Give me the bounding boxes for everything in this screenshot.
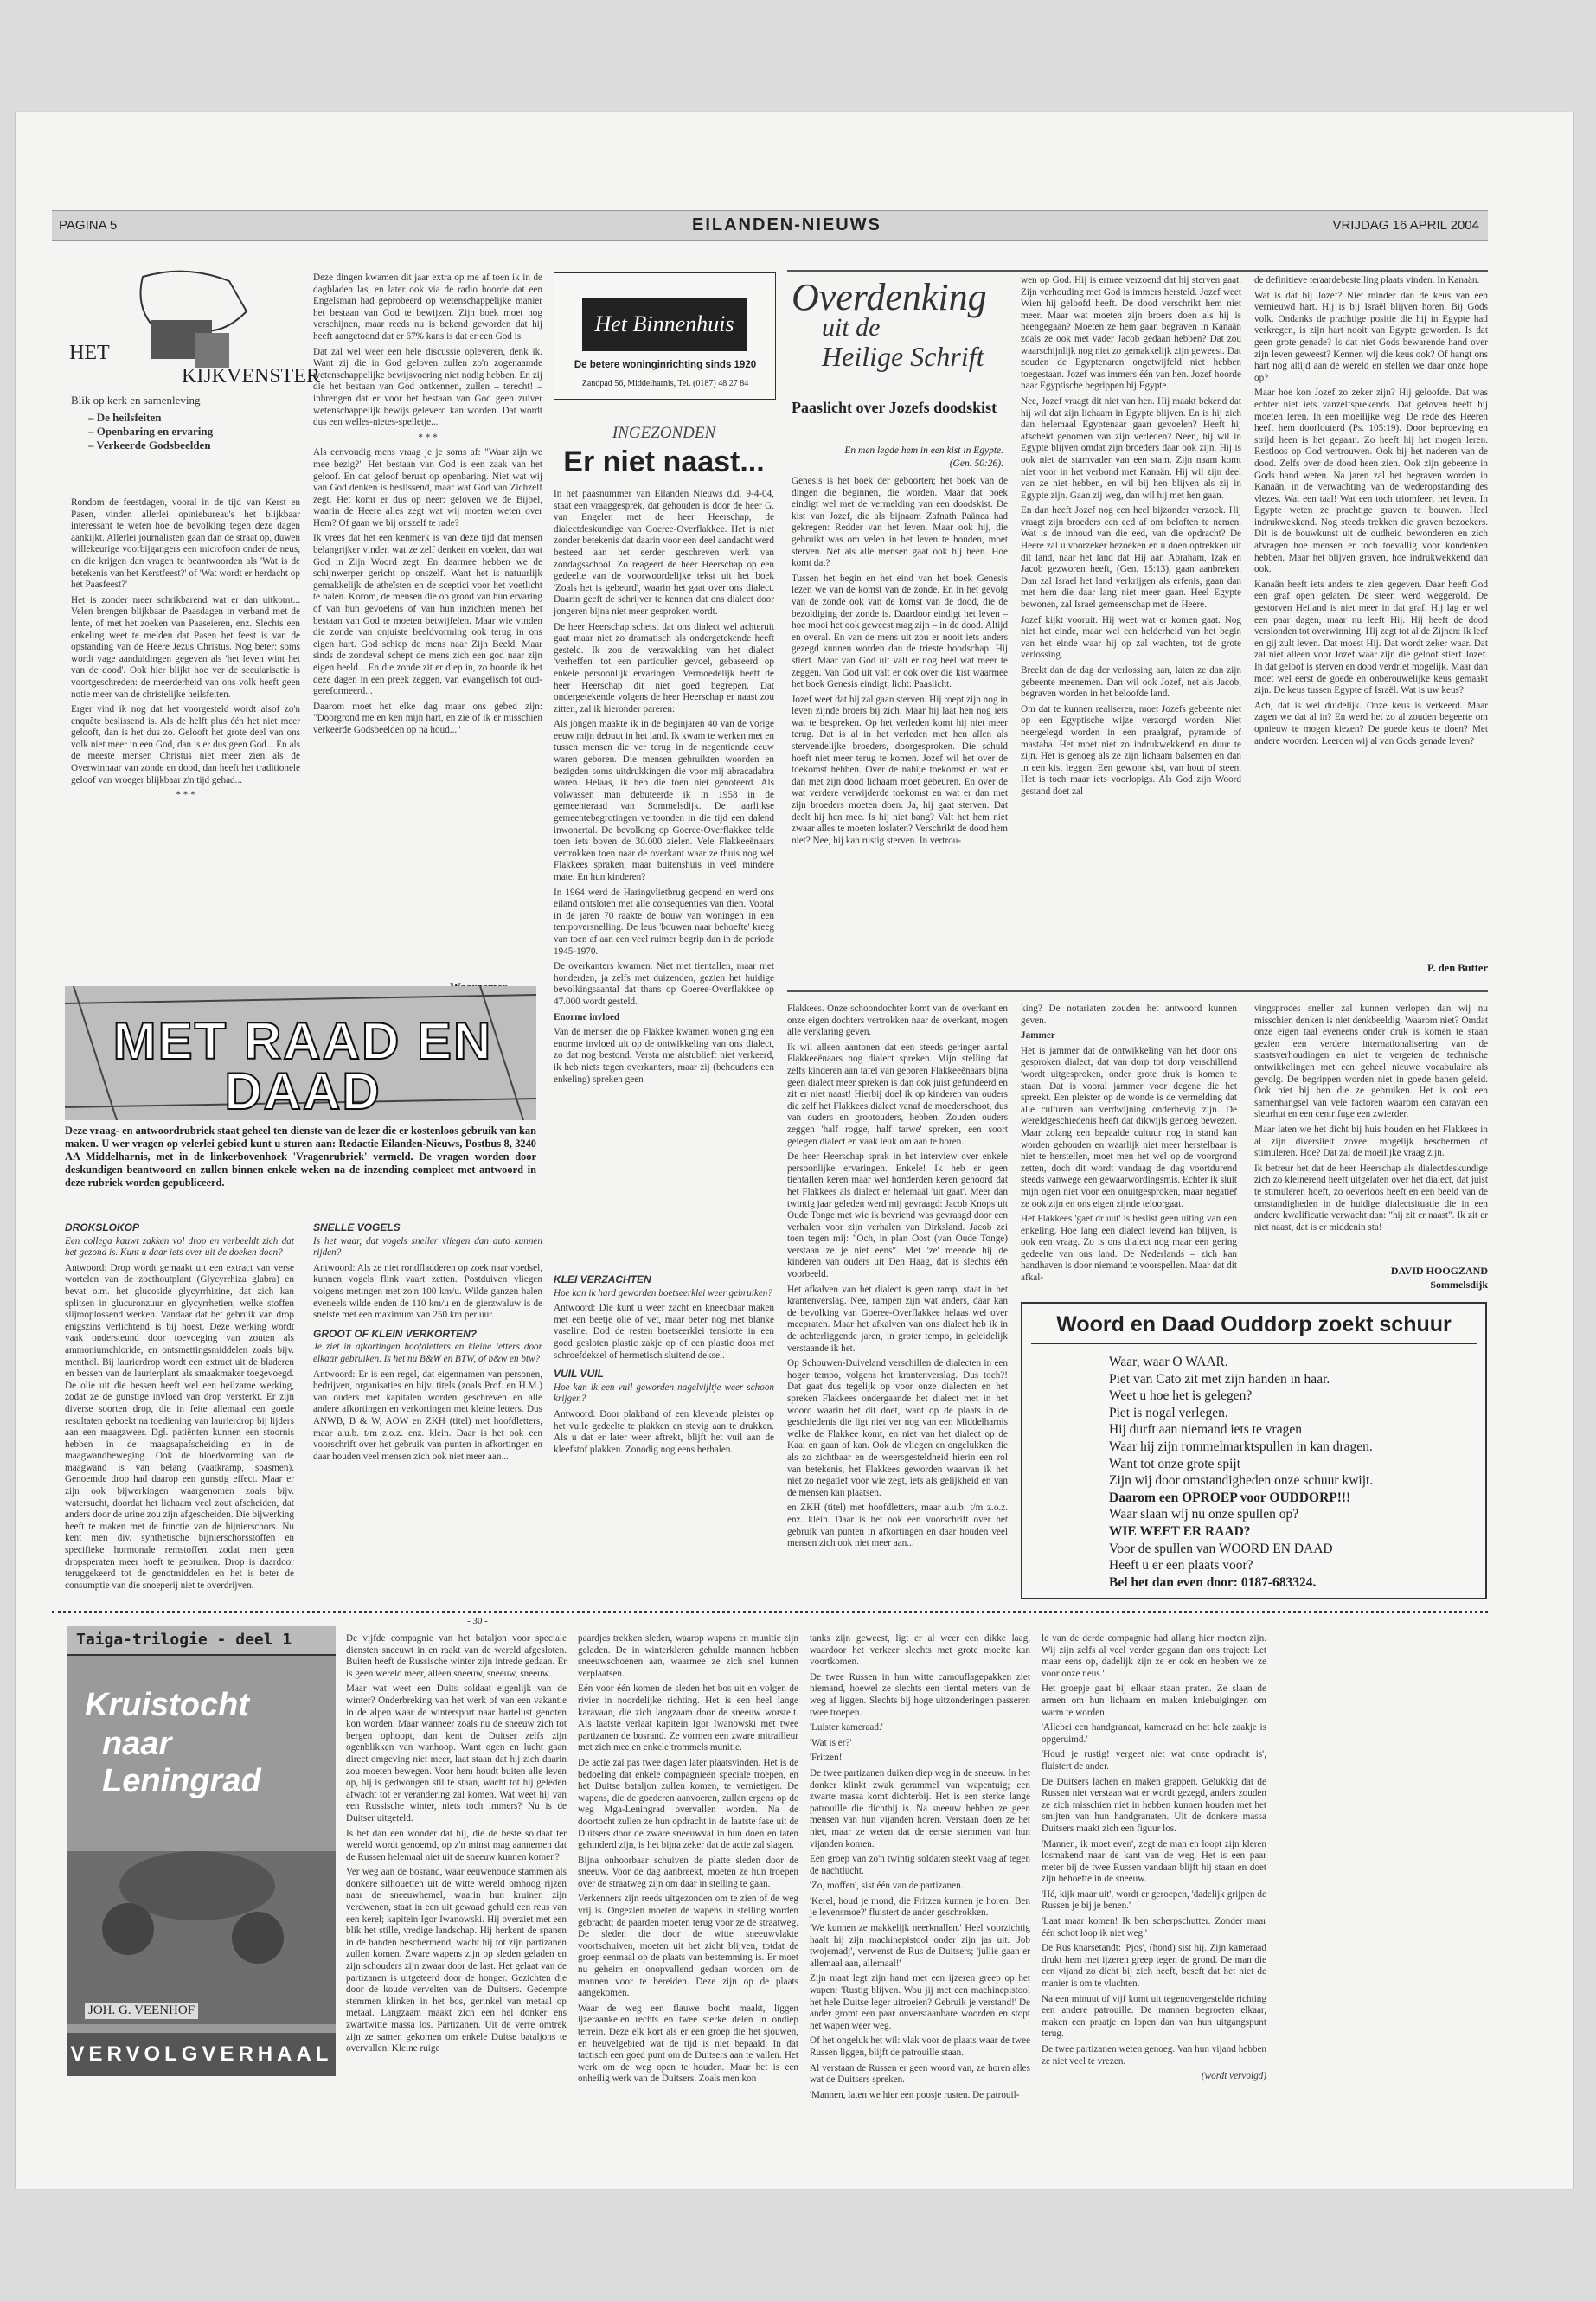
paragraph: king? De notariaten zouden het antwoord kunnen geven. bbox=[1021, 1003, 1237, 1026]
paragraph: Wat is dat bij Jozef? Niet minder dan de keus van een vernieuwd hart. Hij is bij Israël blijven horen. Bij Gods volk. Ondanks de prachtige positie die hij in Egypte had verkregen, is zijn hart nooit van Egypte geworden. Is dat geen grote genade? Is dat niet Gods bewarende hand over zijn leven geweest? Kennen wij die keus ook? Of hangt ons hart nog altijd aan de wereld en stellen we daar onze hope op? bbox=[1254, 290, 1488, 383]
poem-line: Zijn wij door omstandigheden onze schuur kwijt. bbox=[1109, 1473, 1374, 1489]
taiga-page-marker: - 30 - bbox=[467, 1616, 488, 1626]
issue-date: VRIJDAG 16 APRIL 2004 bbox=[1332, 218, 1479, 233]
paragraph: Rondom de feestdagen, vooral in de tijd van Kerst en Pasen, vinden allerlei opiniebureau's het blijkbaar interessant te weten hoe de bevolking tegen deze dagen aankijkt. Allerlei journalisten gaan dan de straat op, duwen willekeurige voorbijgangers een microfoon onder de neus, en die krijgen dan vragen te beantwoorden als 'Wat is de betekenis van het Kerstfeest?' of 'Wat wordt er herdacht op het Paasfeest?' bbox=[71, 497, 300, 591]
qa-answer: Antwoord: Er is een regel, dat eigennamen van personen, bedrijven, organisaties en bijv. titels (zoals Prof. en H.M.) van ouders met kapitalen worden geschreven en alle andere afkortingen en verkortingen met kleine letters. Dus ANWB, B & W, AOW en ZKH (titel) met hoofdletters, maar a.u.b. t/m z.o.z. enz. klein. Daar is het ook een voorschrift over het gebruik van punten in afkortingen en daar houden veel mensen zich ook niet meer aan... bbox=[313, 1368, 542, 1462]
paragraph: Jozef kijkt vooruit. Hij weet wat er komen gaat. Nog niet het einde, maar wel een helderheid van het begin van het einde waar hij op zal wachten, tot de grote verlossing. bbox=[1021, 614, 1241, 661]
overdenking-signature: P. den Butter bbox=[1426, 962, 1488, 974]
paragraph: De Duitsers lachen en maken grappen. Gelukkig dat de Russen niet verstaan wat er wordt gezegd, anders zouden ze zich misschien niet in hebben kunnen houden met het smijten van hun handgranaten. Uit de donkere massa Duitsers maakt zich een figuur los. bbox=[1042, 1776, 1266, 1834]
taiga-footer: VERVOLGVERHAAL bbox=[67, 2033, 336, 2076]
paragraph: De twee Russen in hun witte camouflagepakken ziet niemand, hoewel ze slechts een tiental meters van de weg af liggen. Slechts bij hoge uitzonderingen passeren twee troepen. bbox=[810, 1671, 1030, 1718]
overdenking-title: Overdenking bbox=[792, 276, 987, 318]
paragraph: Breekt dan de dag der verlossing aan, laten ze dan zijn gebeente meenemen. Dan wil ook Jozef, net als Jacob, begraven worden in het beloofde land. bbox=[1021, 665, 1241, 700]
taiga-illustration bbox=[67, 1626, 336, 2076]
paragraph: Erger vind ik nog dat het voorgesteld wordt alsof zo'n enquête beslissend is. Als de helft plus één het niet meer gelooft, dan is het dus zo. Gelooft het grote deel van ons volk niet meer in een God, dan is er dus geen God... En als de meeste mensen Christus niet meer zien als de Overwinnaar van zonde en dood, dan heeft het traditionele geloof van vroeger blijkbaar z'n tijd gehad... bbox=[71, 704, 300, 785]
poem-line: Weet u hoe het is gelegen? bbox=[1109, 1388, 1253, 1404]
paragraph: Maar hoe kon Jozef zo zeker zijn? Hij geloofde. Dat was echter niet iets vanzelfsprekends. Dat geloven heeft hij moeten leren. In een moeilijke weg. De rede des Heeren heeft hem doorlouterd (Ps. 105:19). Door beproeving en strijd heen is het gegaan. Zo heeft hij het mogen leren. Restloos op God vertrouwen. Ook bij het naderen van de dood. Zelfs over de dood heen zien. Ook zijn gebeente in Gods hand weten. Na jaren zal het begraven worden in Kanaän, in de verwachting van de wederopstanding des vlezes. Wat een taal! Wat een toch triomfeert het leven. In Egypte weten ze prachtige graven te bouwen. Heel indrukwekkend. Nog steeds trekken die graven bezoekers. Dit is de bouwkunst uit de oudheid bewonderen en zich afvragen hoe mensen er toch toevallig voor kondenken hebben. Maar het blijven graven, hoe indrukwekkend dan ook. bbox=[1254, 388, 1488, 575]
kijkvenster-body bbox=[71, 497, 300, 908]
paragraph: Het is jammer dat de ontwikkeling van het door ons gesproken dialect, dat van dorp tot dorp verschillend 'wordt uitgesproken, onder grote druk is komen te staan. Dat is vooral jammer voor degene die het spreekt. Een pleister op de wonde is de vermelding dat alle culturen aan verdwijning onderhevig zijn. De wereldgeschiedenis heeft dat dikwijls genoeg bewezen. Maar zolang een bepaalde cultuur nog in stand kan worden gehouden en waarlijk niet meer herstelbaar is niet te herstellen, moet men het wel op de voorgrond zetten, doch dit wordt vandaag de dag voortdurend steeds vanwege een gewaarwordingsmis. Echter ik sluit mijn ogen niet voor een onuitgesproken, maar negatief ze ook zijn en ons eigen zijnde teloorgaat. bbox=[1021, 1045, 1237, 1209]
paragraph: Om dat te kunnen realiseren, moet Jozefs gebeente niet op een Egyptische wijze verzorgd worden. Niet neergelegd worden in een praalgraf, pyramide of mastaba. Het moet niet zo indrukwekkend en duur te zijn. Het is genoeg als ze zijn lichaam balsemen en dan in een kist leggen. Een gewone kist, van hout of steen. Het is toch maar iets voorlopigs. Als God zijn Woord gestand doet zal bbox=[1021, 703, 1241, 797]
poem-line: Want tot onze grote spijt bbox=[1109, 1456, 1240, 1471]
taiga-col4 bbox=[1042, 1633, 1266, 2083]
paragraph: Of het ongeluk het wil: vlak voor de plaats waar de twee Russen liggen, blijft de patrouille staan. bbox=[810, 2035, 1030, 2058]
ingezonden-label: INGEZONDEN bbox=[612, 424, 716, 442]
paragraph: wen op God. Hij is ermee verzoend dat hij sterven gaat. Zijn verhouding met God is immers hersteld. Jozef weet Wien hij geloofd heeft. De dood verschrikt hem niet meer. Maar wat moeten zijn broers doen als hij is heengegaan? Moeten ze hem gaan begraven in Kanaän zoals ze ook met vader Jacob gedaan hebben? Dat zou waarschijnlijk nog niet zo gemakkelijk zijn geweest. Dat zouden de Egyptenaren ongetwijfeld niet hebben toegestaan. Jozef was immers één van hen. Jozef hoorde naar Egyptische begrippen bij Egypte. bbox=[1021, 275, 1241, 392]
kijkvenster-item: – Openbaring en ervaring bbox=[88, 425, 214, 438]
poem-line: Bel het dan even door: 0187-683324. bbox=[1109, 1574, 1317, 1590]
paragraph: Zijn maat legt zijn hand met een ijzeren greep op het wapen: 'Rustig blijven. Wou jij met een machinepistool het hele Duitse leger uitroeien? Gebruik je verstand!' De ander gromt een paar onverstaanbare woorden en stopt het wapen weer weg. bbox=[810, 1973, 1030, 2031]
paragraph: 'Kerel, houd je mond, die Fritzen kunnen je horen! Ben je levensmoe?' fluistert de ander geschrokken. bbox=[810, 1895, 1030, 1919]
qa-heading: VUIL VUIL bbox=[554, 1368, 604, 1381]
binnenhuis-ad bbox=[554, 272, 776, 400]
paragraph: Flakkees. Onze schoondochter komt van de overkant en onze eigen dochters vertrokken naar de overkant, mogen alle verklaring geven. bbox=[787, 1003, 1008, 1038]
paragraph: De heer Heerschap schetst dat ons dialect wel achteruit gaat maar niet zo dramatisch als ondergetekende heeft gesteld. Ik zou de verzwakking van het dialect 'verheffen' tot een particulier gevoel, gebaseerd op enkele persoonlijk ervaringen. Vermoedelijk heeft de heer Heerschap dit niet goed begrepen. Dat ondergetekende volgens de heer Heerschap er naast zou zitten, zal ik hieronder pareren: bbox=[554, 621, 774, 715]
overdenking-col1 bbox=[792, 476, 1008, 977]
paragraph: Genesis is het boek der geboorten; het boek van de dingen die beginnen, die worden. Maar dat boek eindigt wel met de vermelding van een doodskist. De kist van Jozef, die als bijnaam Zafnath Paänea had gekregen: Redder van het leven. Maar ook hij, die gebruikt was om velen in het leven te houden, moet sterven. Net als alle mensen gaat ook hij heen. Hoe komt dat? bbox=[792, 476, 1008, 569]
subheading: Jammer bbox=[1021, 1030, 1055, 1042]
paragraph: Ik wil alleen aantonen dat een steeds geringer aantal Flakkeeënaars nog dialect spreken. Mijn stelling dat zelfs kinderen aan tafel van geboren Flakkeeënaars bijna geen dialect meer spreken is dan ook juist gefundeerd en zit er niet naast! Hierbij doel ik op kinderen van ouders die zelf het Flakkees dialect vanaf de moederschoot, dus van ouders en grootouders, hebben. Zouden ouders zeggen 'half rogge, half tarwe' spreken, een soort gelegen dialect en vaak leuk om aan te horen. bbox=[787, 1042, 1008, 1147]
poem-line: WIE WEET ER RAAD? bbox=[1109, 1523, 1251, 1539]
poem-line: Hij durft aan niemand iets te vragen bbox=[1109, 1422, 1302, 1438]
metraad-title: MET RAAD EN DAAD bbox=[112, 1012, 493, 1120]
paragraph: De twee partizanen duiken diep weg in de sneeuw. In het donker klinkt zwak gerammel van wapentuig; een zwarte massa komt dichterbij. Het is een sterke lange patrouille die dichtbij is. Na sneeuw hebben ze geen mensen van hun vijanden horen. Verstaan doen ze het niet, maar ze weten dat de eerste stemmen van hun vijanden komen. bbox=[810, 1767, 1030, 1849]
paragraph: Ver weg aan de bosrand, waar eeuwenoude stammen als donkere silhouetten uit de witte wereld omhoog rijzen naar de sneeuwhemel, waarin hun kruinen zijn verdwenen, staat in een uit gewaad gehuld een reus van een kerel; kapitein Igor Iwanowski. Hij overziet met een blik het stille, vredige landschap. Hij herkent de spanen in de handen beschermend, wacht hij tot zijn partizanen zullen komen. Zware wapens zijn op sleden geladen en zijn schouders zijn zwaar door de last. Het gelaat van de partizanen is uitgeteerd door de honger. Gezichten die door de koude vervelten van de Duitsers. Gedempte stemmen klinken in het bos, gerinkel van metaal op metaal. Langzaam maakt zich een hel donker ens zwartwitte massa los. Partizanen. Uit de verre omtrek zijn ze samen gekomen om enkele Duitse bataljons te overvallen. Kleine ruige bbox=[346, 1867, 567, 2054]
paragraph: Maar wat weet een Duits soldaat eigenlijk van de winter? Onderbreking van het werk of van een vakantie in de alpen waar de wintersport naar hartelust genoten kon worden. Maar wanneer zoals nu de sneeuw zich tot bergen ophoopt, dan kent de Duitser zelfs zijn ogenblikken van wanhoop. Want ogen en lucht gaan direct omgeving niet meer, laat staan dat hij zich daarin zou moeten bewegen. Voor hem houdt buiten alle leven op, bij is gedwongen stil te staan, wacht tot hij geleden afwacht tot er verandering zal komen. Wat weet hij van een Russische winter, niets toch immers? Nu is de Duitser uitgeteld. bbox=[346, 1683, 567, 1823]
taiga-title-2: naar Leningrad bbox=[102, 1726, 261, 1799]
overdenking-subtitle: Paaslicht over Jozefs doodskist bbox=[792, 399, 997, 416]
paragraph: Het is zonder meer schrikbarend wat er dan uitkomt... Velen brengen blijkbaar de Paasdagen in verband met de lente, of met het zoeken van Paaseieren, enz. Slechts een enkeling weet te melden dat Pasen het feest is van de opstanding van de Heere Jezus Christus. Nog beter: soms wordt vage aanduidingen gegeven als 'het leven wint het van de dood'. Ook hier blijkt hoe ver de secularisatie is voortgeschreden: de meerderheid van ons volk heeft geen notie meer van de christelijke heilsfeiten. bbox=[71, 594, 300, 700]
paragraph: 'Houd je rustig! vergeet niet wat onze opdracht is', fluistert de ander. bbox=[1042, 1749, 1266, 1772]
paragraph: De vijfde compagnie van het bataljon voor speciale diensten sneeuwt in en raakt van de wereld afgesloten. Buiten heeft de Russische winter zijn intrede gedaan. Er is geen wereld meer, alleen sneeuw, sneeuw, sneeuw. bbox=[346, 1633, 567, 1679]
paragraph: Verkenners zijn reeds uitgezonden om te zien of de weg vrij is. Ongezien moeten de wapens in stelling worden gebracht; de paarden moeten terug voor ze de straatweg. De sleden die door de witte sneeuwvlakte voortschuiven, moeten uit het zicht blijven, totdat de groep eenmaal op de plaats van bestemming is. Er moet nu geheim en onopvallend gedaan worden om de mannen voor te bereiden. Deze zijn op de plaats aangekomen. bbox=[578, 1894, 798, 1999]
paragraph: En dan heeft Jozef nog een heel bijzonder verzoek. Hij vraagt zijn broeders een eed af om beloften te nemen. Wat is de inhoud van die eed, van die opdracht? De Heere zal u voorzeker bezoeken en u doen optrekken uit dit land, naar het land dat Hij aan Abraham, Izak en Jacob gezworen heeft, (Gen. 15:13), gaan aanbreken. Dan zal Israel het land verkrijgen als erfenis, gaan dan met hem die daar lang niet meer gaan. Heel Egypte bewonen, zal Israel gemeenschap met de Heere. bbox=[1021, 505, 1241, 611]
overdenking-title-3: Heilige Schrift bbox=[822, 341, 984, 372]
qa-answer: Antwoord: Drop wordt gemaakt uit een extract van verse wortelen van de zoethoutplant (Glycyrrhiza glabra) en bevat o.m. het glucoside glycyrrhizine, dat zich kan splitsen in glucuronzuur en glycyrrhetien, welke stoffen slijmoplossend werken. Vandaar dat het gebruik van drop enigszins verlichtend is bij hoest. Deze werking wordt vaak ondersteund door toevoeging van zouten als ammoniumchloride, en ontsmettingsmiddelen zoals bijv. menthol. Bij laurierdrop wordt een extract uit de bladeren en bessen van de laurierplant als smaakmaker toegevoegd. De olie uit die bessen heeft wel een heilzame werking, zodat ze de gunstige invloed van drop versterkt. Er zijn diverse soorten drop, die in feite allemaal een goede resultaten geboekt na toediening van laurierdrop bij lijders aan een maagzweer. Dgl. patiënten kunnen een stoornis hebben in de maagsapafscheiding en in de maagwandbeweging. Ook de bloedvorming van de maagwand is van belang (vaatkramp, spasmen). Genoemde drop had daarop een gunstig effect. Maar er zijn ook bijwerkingen waargenomen zoals bijv. watersucht, doordat het lichaam veel zout afscheiden, dat anders door de urine zou zijn afgescheiden. Die bijwerking heeft te maken met de functie van de bijnierschors. Nu kent men div. synthetische bijnierschorsstoffen en specifieke hormonale remstoffen, zodat men geen dropsperaten meer hoeft te gebruiken. Drop is daardoor teruggekeerd tot de genotmiddelen en het is beter de consumptie van die snoeperij niet te overdrijven. bbox=[65, 1262, 294, 1591]
paragraph: Ach, dat is wel duidelijk. Onze keus is verkeerd. Maar zagen we dat al in? En werd het zo al zouden begeerte om opnieuw te mogen kiezen? De goede keus te doen? Met andere woorden: Leerden wij al van Gods genade leven? bbox=[1254, 700, 1488, 747]
metraad-col3 bbox=[554, 1267, 774, 1600]
paragraph: le van de derde compagnie had allang hier moeten zijn. Wij zijn zelfs al veel verder gegaan dan ons traject: Let maar eens op, dadelijk zijn ze er ook en hebben we ze voor onze neus.' bbox=[1042, 1633, 1266, 1679]
ingezonden-col3 bbox=[1021, 1003, 1237, 1306]
taiga-author: JOH. G. VEENHOF bbox=[85, 2003, 198, 2019]
taiga-col3 bbox=[810, 1633, 1030, 2100]
poem-line: Waar hij zijn rommelmarktspullen in kan dragen. bbox=[1109, 1439, 1373, 1454]
paragraph: Waar de weg een flauwe bocht maakt, liggen ijzeraankelen rechts en twee sterke delen in ondiep terrein. Deze elk kort als er een groep die het sjouwen, en heuvelgebied wat de tijd is niet bepaald. In dat tactisch een goed punt om de Duitsers aan te vallen. Het werk om de weg open te houden. Maar het is een onheilig werk van de Duitsers. Zoals men kon bbox=[578, 2003, 798, 2085]
qa-heading: DROKSLOKOP bbox=[65, 1221, 140, 1234]
taiga-col1 bbox=[346, 1633, 567, 2083]
paragraph: Nee, Jozef vraagt dit niet van hen. Hij maakt bekend dat hij wil dat zijn lichaam in Egypte blijven. En is hij zich dan helemaal Egyptenaar gaan gevoelen? Heeft hij afscheid genomen van zijn verleden? Neen, hij wil in Egypte blijven omdat zijn broeders daar ook zijn. Hij is ook niet de stamvader van een stam. Zijn naam komt niet voor in het verbond met Kanaän. Hij wil zijn deel van ze niet hebben, en wil bij hen blijven als zij in Egypte zijn. Gaan zij weg, dan wil hij met hen gaan. bbox=[1021, 395, 1241, 501]
poem-line: Waar, waar O WAAR. bbox=[1109, 1355, 1228, 1369]
qa-question: Een collega kauwt zakken vol drop en verbeeldt zich dat het gezond is. Kunt u daar iets over uit de doeken doen? bbox=[65, 1235, 294, 1259]
taiga-col2 bbox=[578, 1633, 798, 2083]
kijkvenster-subtitle: Blik op kerk en samenleving bbox=[71, 394, 201, 407]
paragraph: Maar laten we het dicht bij huis houden en het Flakkees in al zijn diversiteit zoveel mogelijk beschermen of stimuleren. Hoe? Dat zal de moeilijke vraag zijn. bbox=[1254, 1124, 1488, 1159]
paragraph: Tussen het begin en het eind van het boek Genesis lezen we van de komst van de zonde. En in het gevolg van de zonde ook van de komst van de dood, die de bezoldiging der zonde is. Daardoor eindigt het leven – hoe mooi het ook geweest mag zijn – in de dood. Altijd en overal. En van de mens uit zou er nooit iets anders gezegd kunnen worden dan de trieste boodschap: Hij stierf. Maar van God uit valt er nog heel wat meer te zeggen. Van God uit valt er ook over die kist waarmee het boek Genesis eindigt, licht: Paaslicht. bbox=[792, 573, 1008, 690]
paragraph: en ZKH (titel) met hoofdletters, maar a.u.b. t/m z.o.z. enz. klein. Daar is het ook een voorschrift over het gebruik van punten in afkortingen en daar houden veel mensen zich ook niet meer aan... bbox=[787, 1503, 1008, 1549]
paragraph: Al verstaan de Russen er geen woord van, ze horen alles wat de Duitsers spreken. bbox=[810, 2062, 1030, 2086]
separator: * * * bbox=[176, 790, 195, 801]
qa-question: Je ziet in afkortingen hoofdletters en kleine letters door elkaar gebruiken. Is het nu B&W en BTW, of b&w en btw? bbox=[313, 1342, 542, 1364]
overdenking-title-2: uit de bbox=[822, 313, 881, 342]
paragraph: 'Wat is er?' bbox=[810, 1737, 852, 1748]
paragraph: 'Fritzen!' bbox=[810, 1753, 844, 1764]
ingezonden-col1 bbox=[554, 489, 774, 1094]
paragraph: De actie zal pas twee dagen later plaatsvinden. Het is de bedoeling dat enkele compagnieën speciale troepen, en het Duitse bataljon zullen komen, te vernietigen. De wapens, die de goederen aanvoeren, zullen ergens op de weg Mga-Leningrad overvallen worden. Na de doortocht zullen ze hun opdracht in de laatste fase uit de Duitsers door de zware sneeuwval in hun doen en laten gehinderd zijn, is het bijna zeker dat de actie zal slagen. bbox=[578, 1757, 798, 1851]
poem-line: Piet van Cato zit met zijn handen in haar. bbox=[1109, 1371, 1330, 1387]
paragraph: De heer Heerschap sprak in het interview over enkele persoonlijke ervaringen. Enkele! Ik heb er geen tientallen keren maar wel honderden keren gehoord dat het Flakkees als dialect er helemaal 'uit gaat'. Meer dan twintig jaar geleden werd mij gevraagd: Jacob Knops uit Oude Tonge met wie ik bevriend was gevraagd door een verhalen voor zijn verhalen van Dirksland. Jacob zei toen tegen mij: "Och, in plan Oost (van Oude Tonge) verstaan ze je niet eens". Met 'ze' meende hij de kinderen van ouders uit Den Haag, dat is slechts één voorbeeld. bbox=[787, 1151, 1008, 1280]
paragraph: Kanaän heeft iets anders te zien gegeven. Daar heeft God een graf open gelaten. De steen werd weggerold. De gestorven Heiland is niet meer in dat graf. Hij lag er wel een paar dagen, maar nu leeft Hij. Hij heeft de dood verslonden tot overwinning. Hij zegt tot al de Zijnen: Ik leef en gij zult leven. Dat moest Hij. Dat wordt zeker waar. Dat zal niet alleen voor Jozef waar zijn die geloof stierf Jozef. In dat geloof is sterven en dood verdriet mogelijk. Maar dan moet wel eerst de goede en onberouwelijke keus gemaakt zijn. De keus tussen Egypte of Israël. Wat is uw keus? bbox=[1254, 579, 1488, 696]
overdenking-col2 bbox=[1021, 275, 1241, 977]
qa-question: Is het waar, dat vogels sneller vliegen dan auto kunnen rijden? bbox=[313, 1235, 542, 1259]
paragraph: vingsproces sneller zal kunnen verlopen dan wij nu misschien denken is niet denkbeeldig. Waarom niet? Omdat onze eigen taal eveneens onder druk is komen te staan gezien een verdere internationalisering van de staatsverhoudingen en niet te vergeten de technische ontwikkelingen met een geheel nieuwe vocabulaire als gevolg. De begrippen worden niet in goede banen geleid. Ook niet bij hen die ze gebruiken. Het is ook een samenhangsel van vele factoren waarom een caravan een sleurhut en een centrifuge een zwierder. bbox=[1254, 1003, 1488, 1120]
paragraph: De overkanters kwamen. Niet met tientallen, maar met honderden, ja zelfs met duizenden, gezien het huidige bevolkingsaantal dat thans op Goeree-Overflakkee op 47.000 wordt gesteld. bbox=[554, 961, 774, 1007]
masthead: EILANDEN-NIEUWS bbox=[692, 215, 881, 234]
paragraph: 'Allebei een handgranaat, kameraad en het hele zaakje is opgeruimd.' bbox=[1042, 1722, 1266, 1745]
metraad-col2 bbox=[313, 1215, 542, 1600]
paragraph: Bijna onhoorbaar schuiven de platte sleden door de sneeuw. Voor de dag aanbreekt, moeten ze hun troepen over de straatweg zijn om daar in stelling te gaan. bbox=[578, 1855, 798, 1889]
separator: * * * bbox=[418, 432, 438, 443]
ingezonden-col4 bbox=[1254, 1003, 1488, 1263]
paragraph: 'Hé, kijk maar uit', wordt er geroepen, 'dadelijk grijpen de Russen je bij je benen.' bbox=[1042, 1888, 1266, 1912]
paragraph: paardjes trekken sleden, waarop wapens en munitie zijn geladen. De in winterkleren gehulde mannen hebben sneeuwschoenen aan, waarmee ze zich snel kunnen verplaatsen. bbox=[578, 1633, 798, 1679]
poem-line: Heeft u er een plaats voor? bbox=[1109, 1558, 1253, 1574]
binnenhuis-logo: Het Binnenhuis bbox=[582, 298, 747, 351]
qa-heading: KLEI VERZACHTEN bbox=[554, 1273, 651, 1285]
paragraph: Eén voor één komen de sleden het bos uit en volgen de rivier in noordelijke richting. Het is een heel lange karavaan, die zich langzaam door de sneeuw worstelt. Als laatste verlaat kapitein Igor Iwanowski met twee partizanen de bosrand. Ze vormen een zware mitrailleur met zich mee en enkele trommels munitie. bbox=[578, 1683, 798, 1753]
kijkvenster-item: – De heilsfeiten bbox=[88, 411, 162, 424]
qa-heading: SNELLE VOGELS bbox=[313, 1221, 401, 1234]
paragraph: In 1964 werd de Haringvlietbrug geopend en werd ons eiland ontsloten met alle consequenties van dien. Vooral in de jaren 70 raakte de bouw van woningen in een tempoversnelling. De leus 'bouwen naar behoefte' kreeg van toen af aan een veel ruimer begrip dan in de periode 1945-1970. bbox=[554, 887, 774, 957]
overdenking-quote-ref: (Gen. 50:26). bbox=[949, 458, 1003, 469]
paragraph: Als jongen maakte ik in de beginjaren 40 van de vorige eeuw mijn debuut in het land. Ik kwam te werken met en tussen mensen die ver terug in de negentiende eeuw waren geboren. Die mensen gebruikten woorden en bezigden soms uitdrukkingen die voor mij abracadabra waren. Helaas, ik heb die toen niet genoteerd. Als volwassen man debuteerde ik in 1958 in de gemeenteraad van Sommelsdijk. De jaarlijkse gemeentebegrotingen vertoonden in die tijd een dalend inwonertal. De bevolking op Goeree-Overflakkee telde toen iets boven de 30.000 zielen. Vele Flakkeeënaars vertrokken toen naar de overkant waar ze thuis nog wel Flakkees spraken, maar buitenshuis in veel mindere mate. En hun kinderen? bbox=[554, 719, 774, 882]
schuur-ad bbox=[1021, 1302, 1487, 1599]
paragraph: Ik vrees dat het een kenmerk is van deze tijd dat mensen belangrijker vinden wat ze zelf denken en voelen, dan wat God in Zijn Woord zegt. En daarmee hebben we de schijnwerper gericht op onszelf. Want het is natuurlijk gemakkelijk de atheïsten en de sceptici voor het voetlicht te halen. Korom, de mensen die op grond van hun ervaring of van hun gevoelens of van hun inzichten menen het bestaan van God te moeten betwijfelen. Maar wie vinden die zonde van onjuiste beeldvorming ook terug in ons eigen hart. God schiep de mens naar Zijn Beeld. Maar sinds de zondeval schept de mens zich een god naar zijn eigen beeld... En die zonde zit er diep in, zo hoorde ik het deze dagen in een preek zeggen, van evangelisch tot oud-gereformeerd... bbox=[313, 533, 542, 697]
poem-line: Piet is nogal verlegen. bbox=[1109, 1405, 1228, 1420]
metraad-col1 bbox=[65, 1215, 294, 1600]
section-divider bbox=[52, 1611, 1488, 1613]
page-number: PAGINA 5 bbox=[59, 218, 118, 233]
ingezonden-place: Sommelsdijk bbox=[1430, 1279, 1488, 1291]
paragraph: Is het dan een wonder dat hij, die de beste soldaat ter wereld wordt genoemd, op z'n minst mag aannemen dat de Russen helemaal niet uit de sneeuw kunnen komen? bbox=[346, 1828, 567, 1862]
poem-line: Voor de spullen van WOORD EN DAAD bbox=[1109, 1541, 1333, 1556]
logo-het: HET bbox=[69, 342, 110, 364]
paragraph: 'Mannen, laten we hier een poosje rusten. De patrouil- bbox=[810, 2089, 1020, 2100]
to-be-continued: (wordt vervolgd) bbox=[1201, 2071, 1266, 2082]
paragraph: Een groep van zo'n twintig soldaten steekt vaag af tegen de nachtlucht. bbox=[810, 1854, 1030, 1876]
paragraph: Het afkalven van het dialect is geen ramp, staat in het krantenverslag. Nee, rampen zijn wat anders, daar kan de bevolking van Goeree-Overflakkee helaas wel over meepraten. Maar het afkalven van ons dialect heb ik in de achterliggende jaren, in groter tempo, in geleidelijk verstaande ik het. bbox=[787, 1284, 1008, 1354]
qa-answer: Antwoord: Door plakband of een klevende pleister op het vuile gedeelte te plakken en stevig aan te drukken. Als u dat er later weer aftrekt, blijft het vuil aan de kleefstof plakken. Zonodig nog eens herhalen. bbox=[554, 1408, 774, 1455]
overdenking-col3 bbox=[1254, 275, 1488, 958]
paragraph: Daarom moet het elke dag maar ons gebed zijn: "Doorgrond me en ken mijn hart, en zie of ik er misschien verkeerde Godsbeelden op na houd..." bbox=[313, 701, 542, 735]
schuur-poem bbox=[1109, 1354, 1472, 1591]
metraad-banner bbox=[65, 986, 536, 1120]
poem-line: Daarom een OPROEP voor OUDDORP!!! bbox=[1109, 1490, 1351, 1505]
paragraph: tanks zijn geweest, ligt er al weer een dikke laag, waardoor het verkeer slechts met grote moeite kan voortkomen. bbox=[810, 1633, 1030, 1668]
metraad-intro: Deze vraag- en antwoordrubriek staat geheel ten dienste van de lezer die er kostenloos gebruik van kan maken. U wer vragen op velerlei gebied kunt u sturen aan: Redactie Eilanden-Nieuws, Postbus 8, 3240 AA Middelharnis, met in de linkerbovenhoek 'Vragenrubriek' vermeld. De vragen worden door deskundigen beantwoord en zullen binnen enkele weken na de inzending compleet met antwoord in deze rubriek worden gepubliceerd. bbox=[65, 1125, 536, 1189]
paragraph: De twee partizanen weten genoeg. Van hun vijand hebben ze niet veel te vrezen. bbox=[1042, 2044, 1266, 2067]
logo-kijkvenster: KIJKVENSTER bbox=[182, 365, 320, 388]
qa-answer: Antwoord: Als ze niet rondfladderen op zoek naar voedsel, kunnen vogels flink vaart zetten. Postduiven vliegen volgens metingen met zo'n 100 km/u. Wilde ganzen halen eveneels wilde enden de 110 km/u en de gierzwaluw is de snelste met een maximum van 250 km per uur. bbox=[313, 1262, 542, 1321]
kijkvenster-logo bbox=[65, 260, 320, 389]
paragraph: 'Mannen, ik moet even', zegt de man en loopt zijn kleren losmakend naar de kant van de weg. Het is een paar meter bij de twee Russen vandaan blijft hij staan en doet zijn behoefte in de sneeuw. bbox=[1042, 1838, 1266, 1885]
paragraph: De Rus knarsetandt: 'Pjos', (hond) sist hij. Zijn kameraad drukt hem met ijzeren greep tegen de grond. De man die een vijand zo dicht bij zich heeft, beseft dat het niet de manier is om te vluchten. bbox=[1042, 1943, 1266, 1990]
poem-line: Waar slaan wij nu onze spullen op? bbox=[1109, 1507, 1299, 1522]
paragraph: 'We kunnen ze makkelijk neerknallen.' Heel voorzichtig haalt hij zijn machinepistool onder zijn jas uit. 'Job twojemadj', verwenst de Rus de Duitsers; 'jullie gaan er allemaal aan, allemaal!' bbox=[810, 1923, 1030, 1969]
paragraph: Dat zal wel weer een hele discussie opleveren, denk ik. Want zij die in God geloven zullen zo'n zogenaamde wetenschappelijke bewijsvoering niet nodig hebben. En zij die het bestaan van God ontkennen, zullen – terecht! – inbrengen dat er voor het bestaan van God geen zuiver wetenschappelijk bewijs geleverd kan worden. Dat wordt dus een welles-nietes-spelletje... bbox=[313, 346, 542, 428]
schuur-title: Woord en Daad Ouddorp zoekt schuur bbox=[1031, 1312, 1477, 1344]
paragraph: Deze dingen kwamen dit jaar extra op me af toen ik in de dagbladen las, en later ook via de radio hoorde dat een Engelsman had geprobeerd op wetenschappelijke manier het bestaan van God te bewijzen. Zijn boek moet nog verschijnen, maar reeds nu is bekend geworden dat hij heeft aangetoond dat er 67% kans is dat er een God is. bbox=[313, 272, 542, 342]
ingezonden-title: Er niet naast... bbox=[563, 445, 765, 478]
paragraph: Het groepje gaat bij elkaar staan praten. Ze slaan de armen om hun lichaam en maken kniebuigingen om warm te worden. bbox=[1042, 1683, 1266, 1718]
paragraph: 'Zo, moffen', sist één van de partizanen. bbox=[810, 1881, 964, 1892]
paragraph: 'Luister kameraad.' bbox=[810, 1722, 883, 1734]
subheading: Enorme invloed bbox=[554, 1011, 620, 1022]
qa-answer: Antwoord: Die kunt u weer zacht en kneedbaar maken met een beetje olie of vet, maar beter nog met blanke vaseline. Dod de resten boetseerklei tenslotte in een goed gesloten plastic zakje op of een plastic doos met schroefdeksel of hermetisch sluitend deksel. bbox=[554, 1303, 774, 1361]
paragraph: Na een minuut of vijf komt uit tegenovergestelde richting een andere patrouille. De mannen begroeten elkaar, maken een praatje en lopen dan van hun uitgangspunt terug. bbox=[1042, 1993, 1266, 2040]
paragraph: Op Schouwen-Duiveland verschillen de dialecten in een hoger tempo, volgens het krantenverslag. Dus toch?! Dat gaat dus tegelijk op voor onze dialecten en het spreken Flakkees ondergaande het dialect met in het woord waarin het dit doet, want op de plaats in de geschiedenis die ligt niet ver nog van een Middelharnis welke de Flakkee komt, en niet van het dialect op de Kaai en gaan of kan. Ook de vliegen en ongelukken die als zo zichtbaar en de weersgesteldheid hierin een rol van betekenis, het Flakkees geworden waarvan ik het niet zo negatief voor wie zegt, iets als gelijkheid en van de mensen kan plaatsen. bbox=[787, 1358, 1008, 1498]
paragraph: Van de mensen die op Flakkee kwamen wonen ging een enorme invloed uit op de ontwikkeling van ons dialect, zo dat nog bestond. Versta me alstublieft niet verkeerd, ik heb niets tegen overkanters, maar zij (behoudens een enkeling) spreken geen bbox=[554, 1027, 774, 1085]
qa-heading: GROOT OF KLEIN VERKORTEN? bbox=[313, 1327, 478, 1340]
paragraph: Jozef weet dat hij zal gaan sterven. Hij roept zijn nog in leven zijnde broers bij zich. Maar hij laat hen nog iets wat te bespreken. Op het verleden komt hij niet meer terug. Dat is al in het verleden met hen allen als stervendelijke broeders, doorgesproken. Die schuld hoeft niet meer terug te komen. Jozef wil het over de toekomst hebben. Over de nabije toekomst en wat er dan met zijn dood lichaam moet gebeuren. En over de wat verdere verwijderde toekomst en wat er dan met zijn broeders moeten doen. Ja, hij gaat sterven. Dat deelt hij hen mee. Is hij niet bang? Valt het hem niet zwaar alles te moeten loslaten? Verschrikt de dood hem niet? Nee, hij kan rustig sterven. In vertrou- bbox=[792, 694, 1008, 846]
paragraph: Als eenvoudig mens vraag je je soms af: "Waar zijn we mee bezig?" Het bestaan van God is een zaak van het geloof. En dat geloof berust op openbaring. Niet wat wij van God denken is beslissend, maar wat God van Zichzelf zegt. Het komt er dus op neer: geloven we de Bijbel, waarin de Heere alles zegt wat wij moeten weten over Hem? Of gaan we bij onszelf te rade? bbox=[313, 447, 542, 529]
ingezonden-col2 bbox=[787, 1003, 1008, 1600]
overdenking-quote: En men legde hem in een kist in Egypte. bbox=[844, 445, 1003, 456]
ingezonden-signature: DAVID HOOGZAND bbox=[1390, 1265, 1488, 1277]
paragraph: In het paasnummer van Eilanden Nieuws d.d. 9-4-04, staat een vraaggesprek, dat gehouden is door de heer G. van Engelen met de heer Heerschap, de dialectdeskundige van Goeree-Overflakkee. Het is niet zonder betekenis dat daarin voor een deel aandacht werd besteed aan het eerder geschreven werk van zondagsschool. Zo reageert de heer Heerschap op een gedeelte van de voorwoordelijke tekst uit het boek 'Zoals het is gebeurd', waarin het gaat over ons dialect. Daarin geeft de schrijver te kennen dat ons dialect door jongeren bijna niet meer gesproken wordt. bbox=[554, 489, 774, 617]
paragraph: Ik betreur het dat de heer Heerschap als dialectdeskundige zich zo kleinerend heeft uitgelaten over het dialect, dat juist te stimuleren hoeft, zo oeverloos heeft en een beeld van de omstandigheden in de huidige dialectsituatie die in een andere kwalificatie verwacht dan: "hij zit er naast". Ik zit er niet naast, dat is er middenin sta! bbox=[1254, 1163, 1488, 1233]
binnenhuis-address: Zandpad 56, Middelharnis, Tel. (0187) 48 27 84 bbox=[581, 379, 749, 388]
kijkvenster-item: – Verkeerde Godsbeelden bbox=[88, 439, 211, 452]
qa-question: Hoe kan ik hard geworden boetseerklei weer gebruiken? bbox=[554, 1287, 772, 1298]
paragraph: de definitieve teraardebestelling plaats vinden. In Kanaän. bbox=[1254, 275, 1480, 285]
taiga-label: Taiga-trilogie - deel 1 bbox=[76, 1631, 292, 1649]
paragraph: Het Flakkees 'gaet dr uut' is beslist geen uiting van een enkeling. Hoe lang een dialect levend kan blijven, is ook een vraag. Zo is ons dialect nog maar een gering gedeelte van ons land. De Nederlands – zich kan handhaven is door niemand te voorspellen. Maar dat dit afkal- bbox=[1021, 1214, 1237, 1284]
page-header bbox=[52, 210, 1488, 241]
taiga-title-1: Kruistocht bbox=[85, 1687, 249, 1723]
paragraph: 'Laat maar komen! Ik ben scherpschutter. Zonder maar één schot loop ik niet weg.' bbox=[1042, 1916, 1266, 1939]
binnenhuis-tagline: De betere woninginrichting sinds 1920 bbox=[574, 360, 757, 370]
qa-question: Hoe kan ik een vuil geworden nagelvijltje weer schoon krijgen? bbox=[554, 1381, 774, 1405]
kijkvenster-col2 bbox=[313, 272, 542, 908]
